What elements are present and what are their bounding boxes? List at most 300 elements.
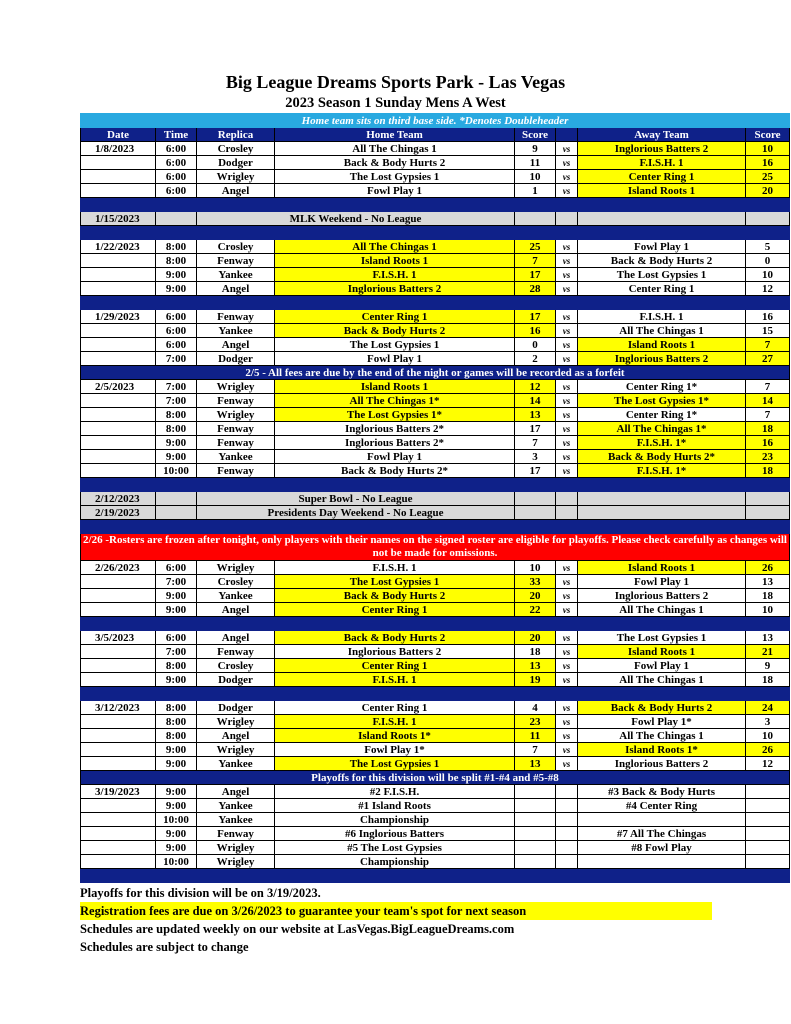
away-team-cell: All The Chingas 1 <box>578 603 746 617</box>
header-home-score: Score <box>515 128 556 142</box>
time-cell: 9:00 <box>156 589 197 603</box>
time-cell: 8:00 <box>156 701 197 715</box>
replica-cell: Fenway <box>197 394 275 408</box>
header-vs <box>556 128 578 142</box>
game-row <box>81 450 790 464</box>
no-league-note: Super Bowl - No League <box>197 492 515 506</box>
replica-cell: Angel <box>197 282 275 296</box>
game-row <box>81 841 790 855</box>
away-score-cell: 18 <box>746 673 790 687</box>
replica-cell: Fenway <box>197 436 275 450</box>
time-cell: 6:00 <box>156 184 197 198</box>
away-score-cell: 12 <box>746 282 790 296</box>
vs-cell: vs <box>556 673 578 687</box>
away-score-cell: 13 <box>746 631 790 645</box>
away-team-cell: Back & Body Hurts 2 <box>578 254 746 268</box>
away-score-cell: 18 <box>746 589 790 603</box>
away-score-cell: 16 <box>746 436 790 450</box>
away-team-cell: Inglorious Batters 2 <box>578 589 746 603</box>
away-score-cell <box>746 799 790 813</box>
game-row <box>81 743 790 757</box>
date-cell: 1/22/2023 <box>81 240 156 254</box>
header-date: Date <box>81 128 156 142</box>
vs-cell: vs <box>556 380 578 394</box>
home-team-cell: Back & Body Hurts 2 <box>275 589 515 603</box>
note-subject-to-change: Schedules are subject to change <box>80 940 249 954</box>
home-score-cell <box>515 813 556 827</box>
home-score-cell: 7 <box>515 436 556 450</box>
schedule-table <box>80 113 790 883</box>
home-team-cell: Inglorious Batters 2* <box>275 422 515 436</box>
header-row <box>81 128 790 142</box>
away-score-cell: 9 <box>746 659 790 673</box>
away-team-cell: Inglorious Batters 2 <box>578 142 746 156</box>
away-score-cell: 12 <box>746 757 790 771</box>
away-score-cell: 16 <box>746 156 790 170</box>
home-team-cell: All The Chingas 1 <box>275 240 515 254</box>
replica-cell: Fenway <box>197 464 275 478</box>
alert-text: 2/26 -Rosters are frozen after tonight, only players with their names on the signed roster are eligible for playoffs. Please check carefully as changes will not be made for omissions. <box>81 534 790 561</box>
away-score-cell: 10 <box>746 142 790 156</box>
date-cell <box>81 422 156 436</box>
game-row <box>81 575 790 589</box>
home-score-cell <box>515 855 556 869</box>
replica-cell: Angel <box>197 338 275 352</box>
date-cell <box>81 715 156 729</box>
date-cell <box>81 757 156 771</box>
away-team-cell: Center Ring 1 <box>578 170 746 184</box>
vs-cell: vs <box>556 589 578 603</box>
home-team-cell: Championship <box>275 813 515 827</box>
away-score-cell <box>746 813 790 827</box>
home-score-cell: 14 <box>515 394 556 408</box>
home-team-cell: Back & Body Hurts 2 <box>275 156 515 170</box>
alert-row <box>81 534 790 561</box>
date-cell <box>81 338 156 352</box>
away-team-cell: Inglorious Batters 2 <box>578 757 746 771</box>
away-team-cell: Center Ring 1* <box>578 380 746 394</box>
date-cell <box>81 282 156 296</box>
replica-cell: Fenway <box>197 645 275 659</box>
game-row <box>81 659 790 673</box>
home-team-cell: Championship <box>275 855 515 869</box>
game-row <box>81 394 790 408</box>
away-score-cell: 10 <box>746 268 790 282</box>
date-cell: 1/29/2023 <box>81 310 156 324</box>
home-team-cell: #5 The Lost Gypsies <box>275 841 515 855</box>
separator-row <box>81 226 790 240</box>
date-cell <box>81 170 156 184</box>
home-team-cell: Island Roots 1* <box>275 729 515 743</box>
no-league-row <box>81 492 790 506</box>
home-score-cell: 13 <box>515 408 556 422</box>
home-score-cell <box>515 799 556 813</box>
note-playoffs: Playoffs for this division will be on 3/19/2023. <box>80 886 321 900</box>
vs-cell: vs <box>556 422 578 436</box>
home-score-cell: 20 <box>515 631 556 645</box>
home-score-cell: 12 <box>515 380 556 394</box>
time-cell: 6:00 <box>156 561 197 575</box>
separator-row <box>81 520 790 534</box>
away-team-cell: F.I.S.H. 1 <box>578 156 746 170</box>
away-score-cell: 16 <box>746 310 790 324</box>
home-team-cell: Back & Body Hurts 2 <box>275 324 515 338</box>
date-cell <box>81 855 156 869</box>
game-row <box>81 827 790 841</box>
home-team-cell: Center Ring 1 <box>275 701 515 715</box>
game-row <box>81 338 790 352</box>
vs-cell: vs <box>556 394 578 408</box>
away-team-cell: #8 Fowl Play <box>578 841 746 855</box>
away-team-cell: Inglorious Batters 2 <box>578 352 746 366</box>
away-score-cell: 3 <box>746 715 790 729</box>
game-row <box>81 561 790 575</box>
separator-cell <box>81 226 790 240</box>
time-cell: 9:00 <box>156 841 197 855</box>
date-cell <box>81 589 156 603</box>
away-team-cell: Fowl Play 1 <box>578 240 746 254</box>
home-team-cell: The Lost Gypsies 1 <box>275 575 515 589</box>
home-team-cell: Center Ring 1 <box>275 603 515 617</box>
home-score-cell: 11 <box>515 729 556 743</box>
home-score-cell: 17 <box>515 464 556 478</box>
replica-cell: Fenway <box>197 254 275 268</box>
time-cell: 7:00 <box>156 575 197 589</box>
away-score-cell: 18 <box>746 464 790 478</box>
time-cell: 6:00 <box>156 631 197 645</box>
vs-cell: vs <box>556 659 578 673</box>
vs-cell: vs <box>556 324 578 338</box>
game-row <box>81 240 790 254</box>
game-row <box>81 715 790 729</box>
vs-cell: vs <box>556 631 578 645</box>
home-score-cell: 25 <box>515 240 556 254</box>
date-cell <box>81 827 156 841</box>
game-row <box>81 380 790 394</box>
page-title: Big League Dreams Sports Park - Las Vegas <box>225 72 566 92</box>
vs-cell: vs <box>556 715 578 729</box>
game-row <box>81 170 790 184</box>
away-team-cell <box>578 813 746 827</box>
home-score-cell: 19 <box>515 673 556 687</box>
separator-row <box>81 198 790 212</box>
away-team-cell: Island Roots 1* <box>578 743 746 757</box>
replica-cell: Yankee <box>197 324 275 338</box>
vs-cell: vs <box>556 436 578 450</box>
home-team-cell: The Lost Gypsies 1 <box>275 338 515 352</box>
date-cell <box>81 813 156 827</box>
vs-cell: vs <box>556 282 578 296</box>
away-team-cell: Fowl Play 1 <box>578 575 746 589</box>
away-score-cell: 14 <box>746 394 790 408</box>
replica-cell: Angel <box>197 729 275 743</box>
vs-cell <box>556 827 578 841</box>
home-score-cell: 9 <box>515 142 556 156</box>
empty-cell <box>556 506 578 520</box>
time-cell: 6:00 <box>156 324 197 338</box>
separator-cell <box>81 520 790 534</box>
date-cell: 2/12/2023 <box>81 492 156 506</box>
replica-cell: Angel <box>197 631 275 645</box>
away-score-cell <box>746 841 790 855</box>
no-league-row <box>81 212 790 226</box>
home-score-cell: 3 <box>515 450 556 464</box>
away-score-cell: 26 <box>746 743 790 757</box>
away-score-cell: 10 <box>746 729 790 743</box>
home-team-cell: Back & Body Hurts 2 <box>275 631 515 645</box>
home-team-cell: Back & Body Hurts 2* <box>275 464 515 478</box>
date-cell <box>81 603 156 617</box>
banner-row <box>81 771 790 785</box>
game-row <box>81 464 790 478</box>
home-team-cell: Inglorious Batters 2 <box>275 645 515 659</box>
date-cell: 1/8/2023 <box>81 142 156 156</box>
home-team-cell: F.I.S.H. 1 <box>275 673 515 687</box>
vs-cell: vs <box>556 352 578 366</box>
time-cell: 9:00 <box>156 785 197 799</box>
date-cell <box>81 254 156 268</box>
time-cell: 9:00 <box>156 757 197 771</box>
date-cell: 1/15/2023 <box>81 212 156 226</box>
game-row <box>81 324 790 338</box>
separator-row <box>81 478 790 492</box>
game-row <box>81 729 790 743</box>
away-score-cell: 15 <box>746 324 790 338</box>
vs-cell: vs <box>556 268 578 282</box>
away-team-cell: All The Chingas 1 <box>578 673 746 687</box>
away-team-cell: Back & Body Hurts 2 <box>578 701 746 715</box>
time-cell: 8:00 <box>156 729 197 743</box>
date-cell <box>81 659 156 673</box>
empty-cell <box>746 212 790 226</box>
home-score-cell: 7 <box>515 254 556 268</box>
away-team-cell: The Lost Gypsies 1* <box>578 394 746 408</box>
away-team-cell: F.I.S.H. 1 <box>578 310 746 324</box>
replica-cell: Yankee <box>197 589 275 603</box>
away-team-cell: Island Roots 1 <box>578 561 746 575</box>
game-row <box>81 142 790 156</box>
game-row <box>81 785 790 799</box>
away-score-cell <box>746 827 790 841</box>
time-cell: 7:00 <box>156 394 197 408</box>
replica-cell: Crosley <box>197 575 275 589</box>
replica-cell: Angel <box>197 785 275 799</box>
home-score-cell: 18 <box>515 645 556 659</box>
time-cell: 9:00 <box>156 827 197 841</box>
separator-row <box>81 296 790 310</box>
away-team-cell: Island Roots 1 <box>578 338 746 352</box>
date-cell <box>81 575 156 589</box>
vs-cell <box>556 813 578 827</box>
away-score-cell: 25 <box>746 170 790 184</box>
time-cell: 7:00 <box>156 380 197 394</box>
no-league-note: Presidents Day Weekend - No League <box>197 506 515 520</box>
vs-cell: vs <box>556 142 578 156</box>
no-league-note: MLK Weekend - No League <box>197 212 515 226</box>
vs-cell <box>556 855 578 869</box>
time-cell: 6:00 <box>156 142 197 156</box>
time-cell: 9:00 <box>156 603 197 617</box>
replica-cell: Wrigley <box>197 561 275 575</box>
date-cell <box>81 436 156 450</box>
home-score-cell: 2 <box>515 352 556 366</box>
home-team-cell: The Lost Gypsies 1* <box>275 408 515 422</box>
home-team-cell: All The Chingas 1 <box>275 142 515 156</box>
away-score-cell: 24 <box>746 701 790 715</box>
home-team-cell: The Lost Gypsies 1 <box>275 757 515 771</box>
away-team-cell: The Lost Gypsies 1 <box>578 631 746 645</box>
banner-text: 2/5 - All fees are due by the end of the night or games will be recorded as a forfeit <box>81 366 790 380</box>
time-cell: 9:00 <box>156 799 197 813</box>
replica-cell: Angel <box>197 184 275 198</box>
empty-cell <box>515 212 556 226</box>
home-team-cell: Fowl Play 1 <box>275 184 515 198</box>
replica-cell: Yankee <box>197 268 275 282</box>
date-cell: 2/5/2023 <box>81 380 156 394</box>
away-team-cell: The Lost Gypsies 1 <box>578 268 746 282</box>
vs-cell: vs <box>556 450 578 464</box>
vs-cell: vs <box>556 729 578 743</box>
time-cell: 10:00 <box>156 855 197 869</box>
separator-cell <box>81 198 790 212</box>
replica-cell: Yankee <box>197 799 275 813</box>
time-cell: 7:00 <box>156 645 197 659</box>
home-score-cell: 28 <box>515 282 556 296</box>
empty-cell <box>556 212 578 226</box>
home-score-cell <box>515 827 556 841</box>
replica-cell: Wrigley <box>197 841 275 855</box>
vs-cell <box>556 841 578 855</box>
replica-cell: Yankee <box>197 450 275 464</box>
game-row <box>81 310 790 324</box>
home-score-cell: 1 <box>515 184 556 198</box>
empty-cell <box>578 506 746 520</box>
away-team-cell: Island Roots 1 <box>578 645 746 659</box>
date-cell <box>81 729 156 743</box>
time-cell: 9:00 <box>156 268 197 282</box>
time-cell: 9:00 <box>156 436 197 450</box>
header-away-score: Score <box>746 128 790 142</box>
home-score-cell: 11 <box>515 156 556 170</box>
home-score-cell: 20 <box>515 589 556 603</box>
game-row <box>81 799 790 813</box>
date-cell <box>81 645 156 659</box>
vs-cell: vs <box>556 603 578 617</box>
time-cell: 8:00 <box>156 408 197 422</box>
game-row <box>81 589 790 603</box>
away-team-cell: Center Ring 1* <box>578 408 746 422</box>
vs-cell: vs <box>556 645 578 659</box>
home-team-cell: Fowl Play 1 <box>275 352 515 366</box>
vs-cell: vs <box>556 338 578 352</box>
banner-text: Playoffs for this division will be split #1-#4 and #5-#8 <box>81 771 790 785</box>
home-score-cell: 7 <box>515 743 556 757</box>
time-cell: 8:00 <box>156 422 197 436</box>
game-row <box>81 673 790 687</box>
time-cell: 9:00 <box>156 673 197 687</box>
home-team-cell: F.I.S.H. 1 <box>275 715 515 729</box>
time-cell: 6:00 <box>156 170 197 184</box>
vs-cell: vs <box>556 240 578 254</box>
home-team-cell: Fowl Play 1 <box>275 450 515 464</box>
away-team-cell: All The Chingas 1 <box>578 324 746 338</box>
home-team-cell: Center Ring 1 <box>275 659 515 673</box>
empty-cell <box>578 492 746 506</box>
home-team-cell: F.I.S.H. 1 <box>275 268 515 282</box>
time-cell: 8:00 <box>156 715 197 729</box>
home-team-note: Home team sits on third base side. *Denotes Doubleheader <box>81 114 790 128</box>
date-cell <box>81 156 156 170</box>
vs-cell: vs <box>556 254 578 268</box>
date-cell <box>81 841 156 855</box>
header-away-team: Away Team <box>578 128 746 142</box>
home-score-cell: 17 <box>515 310 556 324</box>
away-score-cell: 10 <box>746 603 790 617</box>
time-cell: 10:00 <box>156 813 197 827</box>
time-cell: 6:00 <box>156 310 197 324</box>
separator-row <box>81 687 790 701</box>
game-row <box>81 645 790 659</box>
vs-cell: vs <box>556 701 578 715</box>
empty-cell <box>156 506 197 520</box>
page-subtitle: 2023 Season 1 Sunday Mens A West <box>285 95 506 111</box>
away-score-cell: 5 <box>746 240 790 254</box>
away-team-cell: #3 Back & Body Hurts <box>578 785 746 799</box>
away-team-cell <box>578 855 746 869</box>
game-row <box>81 855 790 869</box>
away-team-cell: All The Chingas 1* <box>578 422 746 436</box>
replica-cell: Yankee <box>197 757 275 771</box>
home-team-cell: Island Roots 1 <box>275 254 515 268</box>
date-cell <box>81 799 156 813</box>
date-cell <box>81 184 156 198</box>
separator-cell <box>81 687 790 701</box>
replica-cell: Crosley <box>197 240 275 254</box>
home-team-cell: Island Roots 1 <box>275 380 515 394</box>
away-score-cell: 23 <box>746 450 790 464</box>
game-row <box>81 282 790 296</box>
replica-cell: Dodger <box>197 701 275 715</box>
header-home-team: Home Team <box>275 128 515 142</box>
vs-cell: vs <box>556 757 578 771</box>
home-score-cell: 13 <box>515 659 556 673</box>
time-cell: 9:00 <box>156 743 197 757</box>
replica-cell: Dodger <box>197 673 275 687</box>
game-row <box>81 757 790 771</box>
empty-cell <box>556 492 578 506</box>
replica-cell: Crosley <box>197 142 275 156</box>
empty-cell <box>156 492 197 506</box>
home-team-cell: The Lost Gypsies 1 <box>275 170 515 184</box>
replica-cell: Dodger <box>197 352 275 366</box>
away-score-cell <box>746 785 790 799</box>
replica-cell: Wrigley <box>197 855 275 869</box>
banner-row <box>81 366 790 380</box>
game-row <box>81 701 790 715</box>
empty-cell <box>746 506 790 520</box>
home-score-cell <box>515 841 556 855</box>
away-team-cell: All The Chingas 1 <box>578 729 746 743</box>
home-score-cell: 22 <box>515 603 556 617</box>
home-score-cell: 16 <box>515 324 556 338</box>
date-cell: 3/5/2023 <box>81 631 156 645</box>
vs-cell: vs <box>556 464 578 478</box>
empty-cell <box>515 492 556 506</box>
game-row <box>81 184 790 198</box>
vs-cell: vs <box>556 156 578 170</box>
date-cell <box>81 464 156 478</box>
vs-cell: vs <box>556 170 578 184</box>
